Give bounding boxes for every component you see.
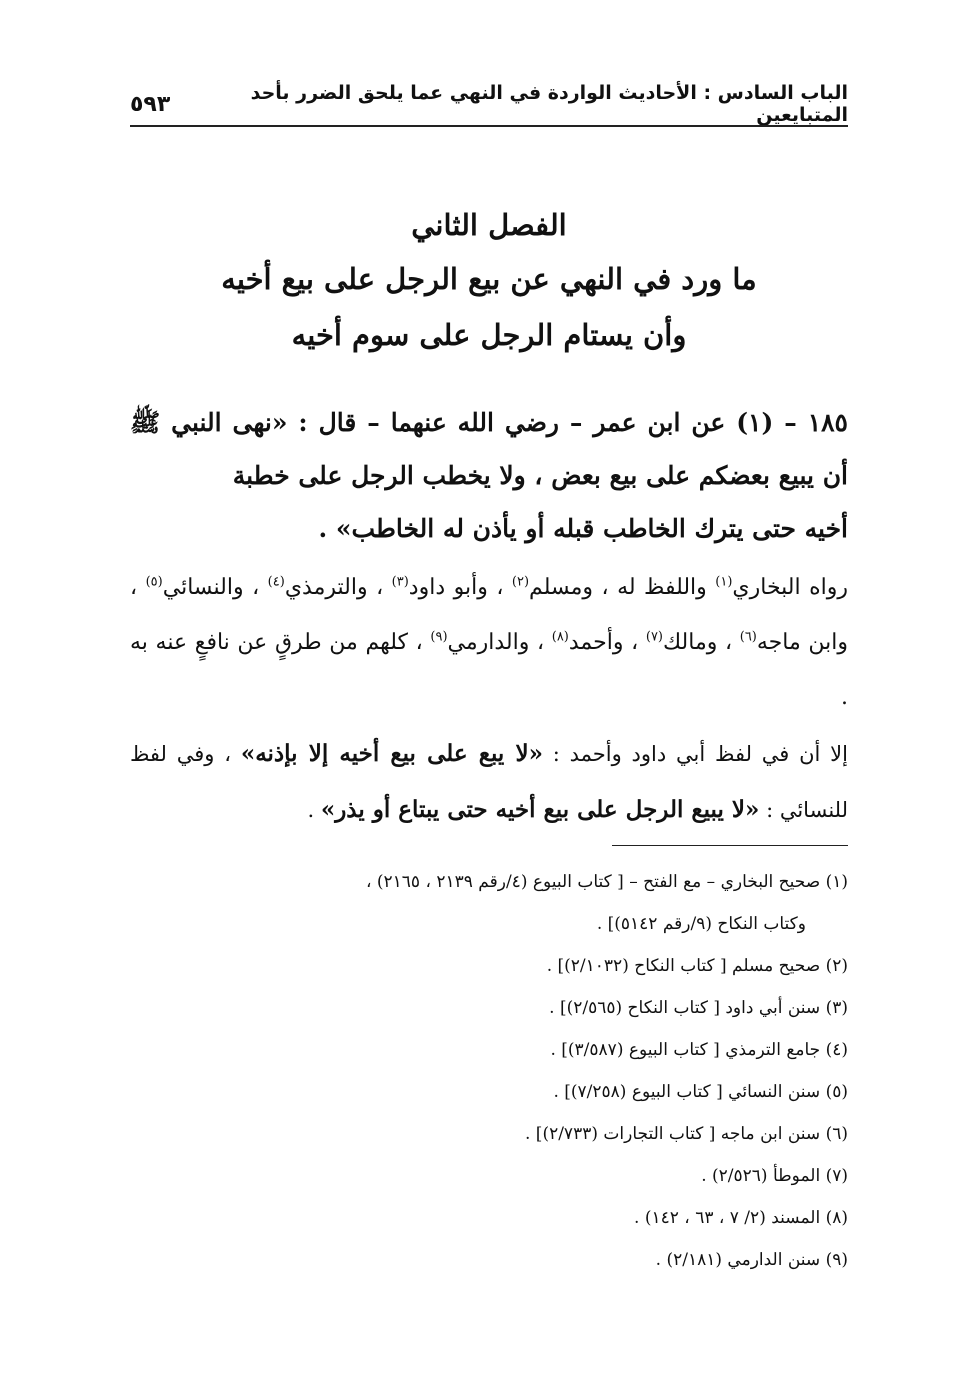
footnote-ref-2[interactable]: (٢) <box>511 574 530 590</box>
footnote-item: (٩) سنن الدارمي (٢/١٨١) . <box>655 1250 848 1270</box>
hadith-line-1: ١٨٥ – (١) عن ابن عمر – رضي الله عنهما – قال : «نهى النبي ﷺ <box>130 408 848 437</box>
header-rule <box>130 125 848 127</box>
footnote-separator <box>612 845 848 846</box>
chapter-title-line-2: وأن يستام الرجل على سوم أخيه <box>291 318 687 352</box>
footnote-ref-5[interactable]: (٥) <box>145 574 163 590</box>
footnote-ref-6[interactable]: (٦) <box>739 629 757 645</box>
narration-text: ، ومالك <box>663 630 740 655</box>
footnote-item: (٣) سنن أبي داود [ كتاب النكاح (٢/٥٦٥)] . <box>549 998 848 1018</box>
footnote-item: (٢) صحيح مسلم [ كتاب النكاح (٢/١٠٣٢)] . <box>546 956 848 976</box>
quoted-wording: «لا يبع على بيع أخيه إلا بإذنه» <box>240 740 543 767</box>
footnotes-list <box>130 861 848 1281</box>
hadith-line-3: أخيه حتى يترك الخاطب قبله أو يأذن له الخاطب» . <box>318 514 848 543</box>
narration-text: ، وأبو داود <box>408 575 512 600</box>
narration-text: ، كلهم من طرقٍ عن نافعٍ عنه به . <box>130 630 848 710</box>
footnote-item: (٥) سنن النسائي [ كتاب البيوع (٧/٢٥٨)] . <box>553 1082 848 1102</box>
hadith-text <box>130 396 848 555</box>
footnote-item: (٧) الموطأ (٢/٥٢٦) . <box>701 1166 848 1186</box>
running-title: الباب السادس : الأحاديث الواردة في النهي عما يلحق الضرر بأحد المتبايعين <box>250 82 848 126</box>
running-header <box>130 84 848 124</box>
chapter-title-line-1: ما ورد في النهي عن بيع الرجل على بيع أخيه <box>221 262 757 296</box>
footnote-item: (٤) جامع الترمذي [ كتاب البيوع (٣/٥٨٧)] . <box>550 1040 848 1060</box>
narration-text: رواه البخاري <box>732 575 848 600</box>
footnote-item: (٦) سنن ابن ماجه [ كتاب التجارات (٢/٧٣٣)] . <box>525 1124 848 1144</box>
chapter-label: الفصل الثاني <box>411 208 567 242</box>
narration-text: ، والدارمي <box>447 630 552 655</box>
quoted-wording: «لا يبيع الرجل على بيع أخيه حتى يبتاع أو يذر» <box>320 796 760 823</box>
narration-text: ، وابن ماجه <box>130 575 848 655</box>
footnote-item: (٨) المسند (٢/ ٧ ، ٦٣ ، ١٤٢) . <box>634 1208 848 1228</box>
exception-text: ، وفي لفظ للنسائي : <box>130 742 848 822</box>
narration-text: واللفظ له ، ومسلم <box>529 575 716 600</box>
footnote-ref-9[interactable]: (٩) <box>430 629 448 645</box>
footnote-ref-3[interactable]: (٣) <box>391 574 409 590</box>
footnote-item-continuation: وكتاب النكاح (٩/رقم ٥١٤٢)] . <box>596 914 806 934</box>
narration-text: ، وأحمد <box>568 630 646 655</box>
narration-text: ، والنسائي <box>162 575 268 600</box>
footnote-item: (١) صحيح البخاري – مع الفتح – [ كتاب البيوع (٤/رقم ٢١٣٩ ، ٢١٦٥) ، <box>366 872 848 892</box>
footnote-ref-7[interactable]: (٧) <box>645 629 663 645</box>
narration-paragraph <box>130 560 848 725</box>
page-number: ٥٩٣ <box>130 91 171 117</box>
footnote-ref-1[interactable]: (١) <box>715 574 733 590</box>
footnote-ref-4[interactable]: (٤) <box>267 574 285 590</box>
exception-paragraph <box>130 726 848 838</box>
narration-text: ، والترمذي <box>284 575 392 600</box>
hadith-line-2: أن يبيع بعضكم على بيع بعض ، ولا يخطب الرجل على خطبة <box>232 461 848 490</box>
exception-text: إلا أن في لفظ أبي داود وأحمد : <box>542 742 848 766</box>
footnote-ref-8[interactable]: (٨) <box>551 629 569 645</box>
exception-text: . <box>307 798 321 822</box>
